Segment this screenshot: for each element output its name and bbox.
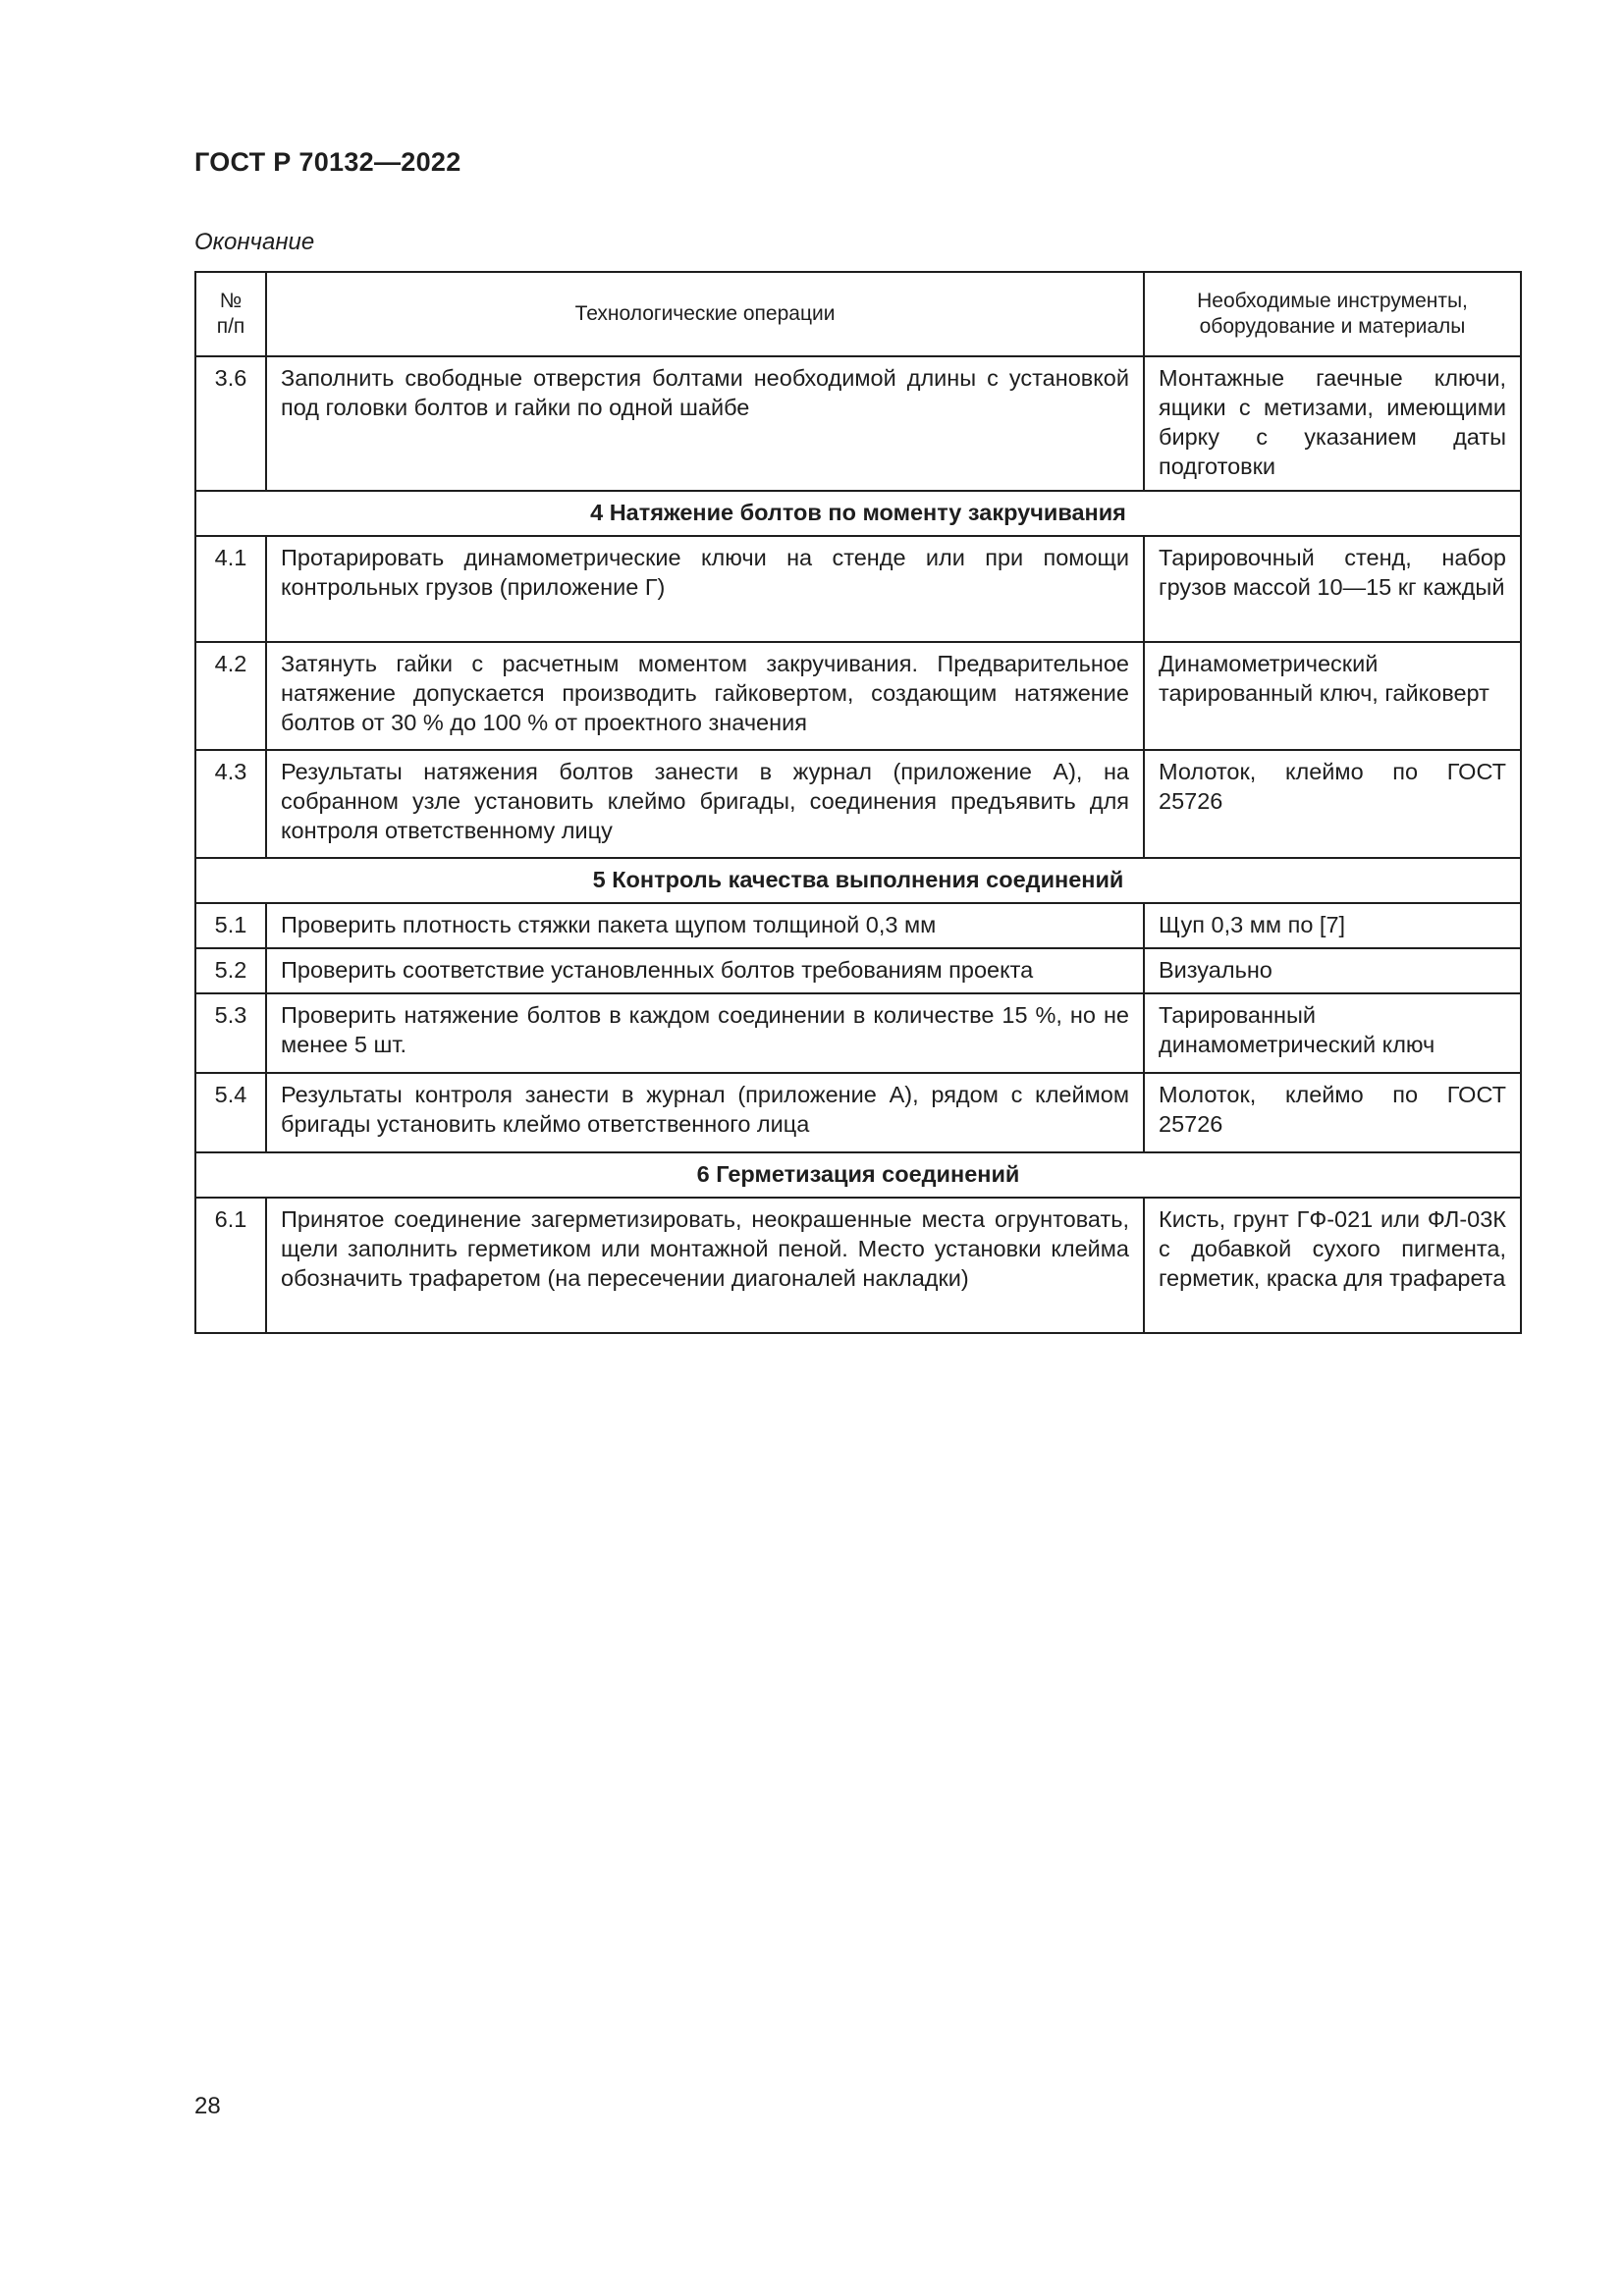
row-operation: Результаты натяжения болтов занести в журнал (приложение А), на собранном узле установить клеймо бригады, соединения предъявить для контроля ответственному лицу [266, 750, 1144, 858]
continuation-label: Окончание [194, 229, 315, 255]
row-operation: Проверить соответствие установленных болтов требованиям проекта [266, 948, 1144, 993]
page-number: 28 [194, 2093, 221, 2119]
row-tools: Щуп 0,3 мм по [7] [1144, 903, 1521, 948]
section-title: 4 Натяжение болтов по моменту закручивания [195, 491, 1521, 536]
row-tools: Кисть, грунт ГФ-021 или ФЛ-03К с добавкой сухого пигмента, герметик, краска для трафарета [1144, 1198, 1521, 1333]
table-row [195, 903, 1521, 948]
row-operation: Затянуть гайки с расчетным моментом закручивания. Предварительное натяжение допускается производить гайковертом, создающим натяжение болтов от 30 % до 100 % от проектного значения [266, 642, 1144, 750]
section-title: 5 Контроль качества выполнения соединений [195, 858, 1521, 903]
section-row [195, 491, 1521, 536]
section-row [195, 858, 1521, 903]
row-number: 5.1 [195, 903, 266, 948]
table-row [195, 536, 1521, 642]
column-header-operation: Технологические операции [266, 272, 1144, 356]
row-tools: Визуально [1144, 948, 1521, 993]
column-header-number-line1: № [219, 290, 243, 312]
column-header-tools-line2: оборудование и материалы [1199, 315, 1466, 338]
document-code: ГОСТ Р 70132—2022 [194, 147, 461, 177]
header-row [195, 272, 1521, 356]
row-tools: Тарированный динамометрический ключ [1144, 993, 1521, 1073]
row-number: 4.3 [195, 750, 266, 858]
table-row [195, 642, 1521, 750]
table-header [195, 272, 1521, 356]
row-number: 4.2 [195, 642, 266, 750]
table-row [195, 993, 1521, 1073]
row-operation: Результаты контроля занести в журнал (приложение А), рядом с клеймом бригады установить клеймо ответственного лица [266, 1073, 1144, 1152]
table-row [195, 1198, 1521, 1333]
row-tools: Тарировочный стенд, набор грузов массой 10—15 кг каждый [1144, 536, 1521, 642]
row-operation: Принятое соединение загерметизировать, неокрашенные места огрунтовать, щели заполнить герметиком или монтажной пеной. Место установки клейма обозначить трафаретом (на пересечении диагоналей накладки) [266, 1198, 1144, 1333]
row-tools: Динамометрический тарированный ключ, гайковерт [1144, 642, 1521, 750]
row-tools: Монтажные гаечные ключи, ящики с метизами, имеющими бирку с указанием даты подготовки [1144, 356, 1521, 491]
column-header-number [195, 272, 266, 356]
row-operation: Заполнить свободные отверстия болтами необходимой длины с установкой под головки болтов и гайки по одной шайбе [266, 356, 1144, 491]
table-row [195, 1073, 1521, 1152]
row-number: 5.3 [195, 993, 266, 1073]
row-number: 6.1 [195, 1198, 266, 1333]
row-tools: Молоток, клеймо по ГОСТ 25726 [1144, 1073, 1521, 1152]
table-row [195, 356, 1521, 491]
table-row [195, 750, 1521, 858]
column-header-number-line2: п/п [216, 315, 245, 338]
section-title: 6 Герметизация соединений [195, 1152, 1521, 1198]
row-operation: Протарировать динамометрические ключи на стенде или при помощи контрольных грузов (приложение Г) [266, 536, 1144, 642]
table-body [195, 356, 1521, 1333]
row-number: 5.2 [195, 948, 266, 993]
column-header-tools-line1: Необходимые инструменты, [1197, 290, 1468, 312]
operations-table [194, 271, 1522, 1334]
row-tools: Молоток, клеймо по ГОСТ 25726 [1144, 750, 1521, 858]
row-operation: Проверить натяжение болтов в каждом соединении в количестве 15 %, но не менее 5 шт. [266, 993, 1144, 1073]
section-row [195, 1152, 1521, 1198]
row-operation: Проверить плотность стяжки пакета щупом толщиной 0,3 мм [266, 903, 1144, 948]
row-number: 3.6 [195, 356, 266, 491]
column-header-tools [1144, 272, 1521, 356]
table-row [195, 948, 1521, 993]
row-number: 5.4 [195, 1073, 266, 1152]
row-number: 4.1 [195, 536, 266, 642]
